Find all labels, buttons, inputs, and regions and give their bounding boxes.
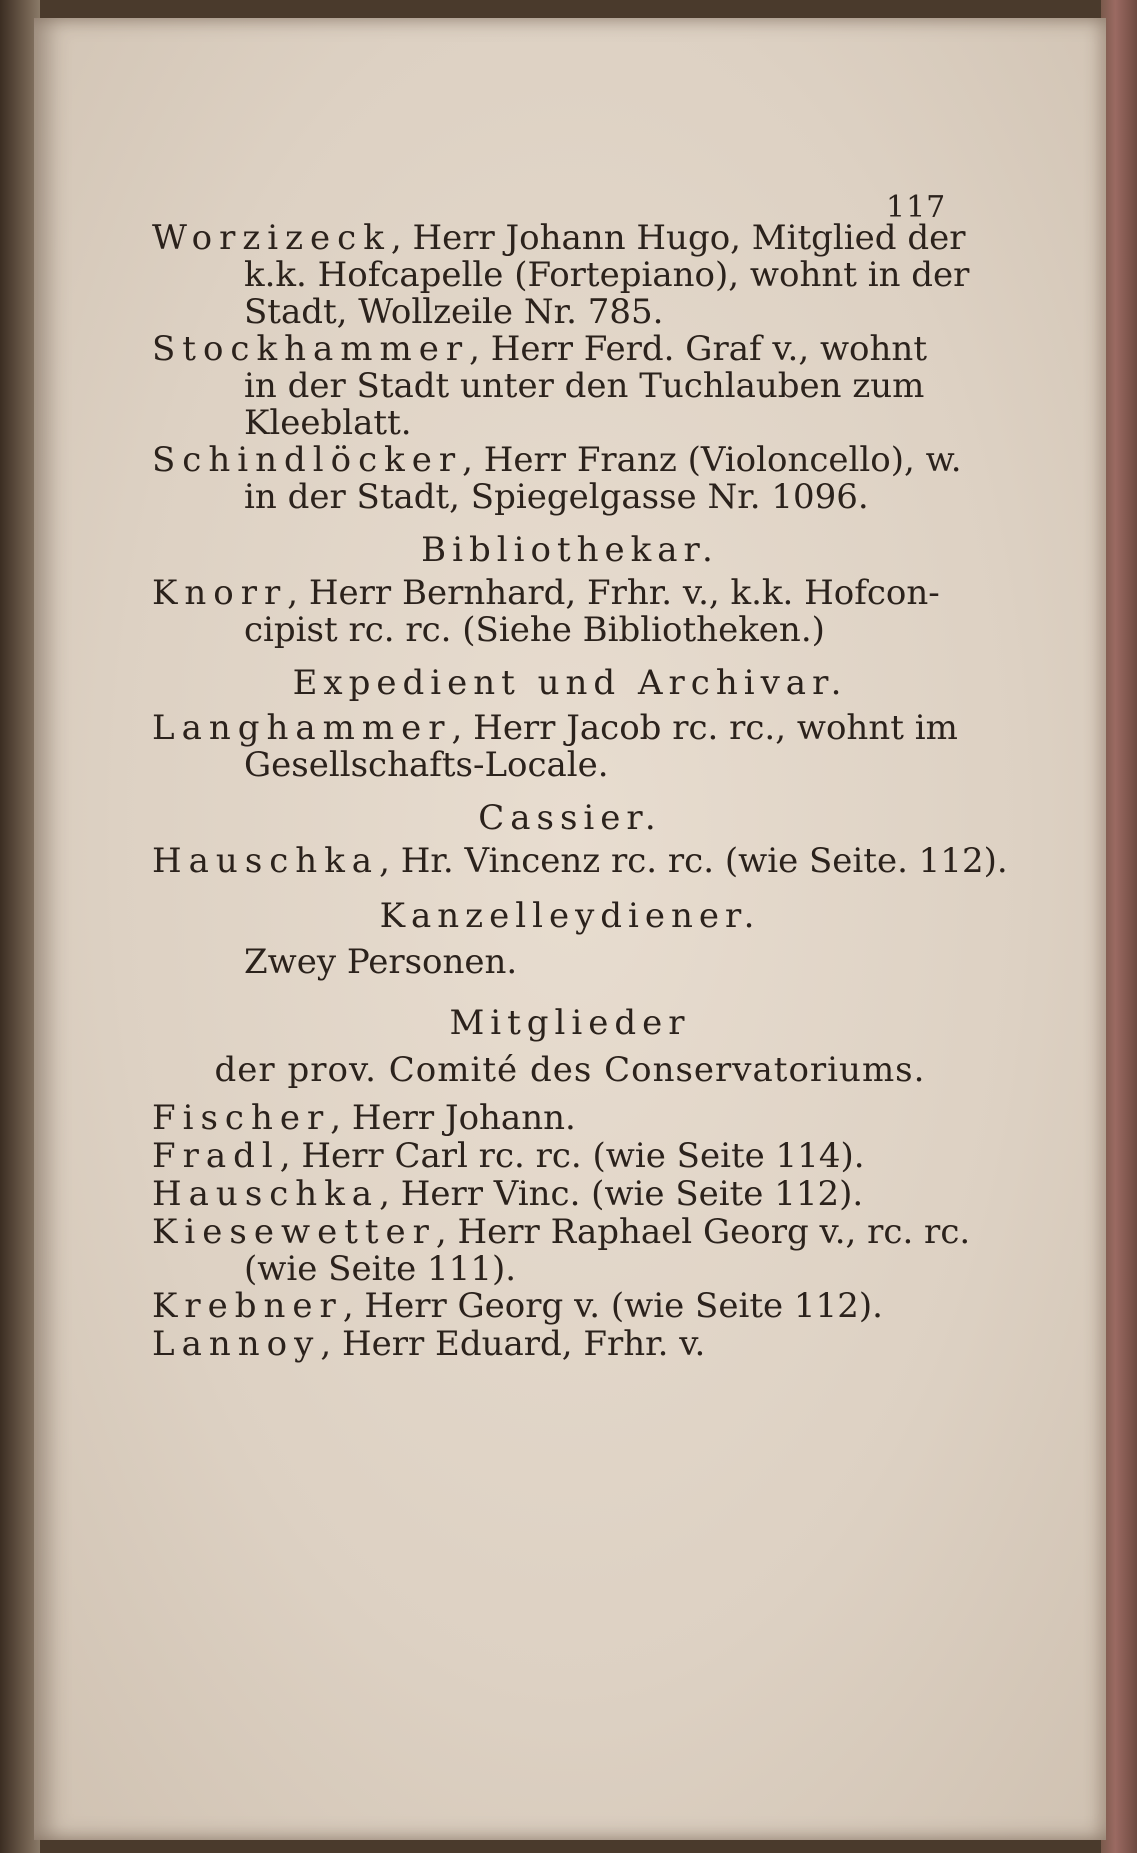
heading-expedient: Expedient und Archivar. (292, 663, 848, 703)
entry-knorr (152, 573, 940, 613)
entry-name: Knorr (152, 573, 288, 613)
entry-text: , Herr Bernhard, Frhr. v., k.k. Hofcon- (287, 573, 940, 613)
member-text: , Herr Johann. (330, 1098, 576, 1138)
member-name: Krebner (152, 1286, 343, 1326)
entry-hauschka (152, 841, 1008, 881)
entry-name: Worzizeck (152, 218, 391, 258)
member-text: , Herr Georg v. (wie Seite 112). (342, 1286, 883, 1326)
member-name: Kiesewetter (152, 1212, 436, 1252)
entry-name: Schindlöcker (152, 440, 463, 480)
member-hauschka (152, 1174, 863, 1214)
entry-line: Kleeblatt. (244, 403, 412, 443)
heading-kanzelleydiener: Kanzelleydiener. (379, 896, 761, 936)
entry-name: Stockhammer (152, 329, 470, 369)
heading-cassier: Cassier. (478, 798, 662, 838)
member-name: Hauschka (152, 1174, 380, 1214)
entry-name: Langhammer (152, 708, 452, 748)
member-name: Fischer (152, 1098, 331, 1138)
entry-text: , Herr Franz (Violoncello), w. (462, 440, 962, 480)
member-text: , Herr Carl rc. rc. (wie Seite 114). (279, 1136, 865, 1176)
entry-stockhammer (152, 329, 927, 369)
entry-worzizeck (152, 218, 966, 258)
entry-line: Stadt, Wollzeile Nr. 785. (244, 292, 664, 332)
entry-text: , Hr. Vincenz rc. rc. (wie Seite. 112). (379, 841, 1008, 881)
entry-line: k.k. Hofcapelle (Fortepiano), wohnt in der (244, 255, 970, 295)
member-krebner (152, 1286, 883, 1326)
member-text: , Herr Eduard, Frhr. v. (320, 1324, 706, 1364)
subheading-comite: der prov. Comité des Conservatoriums. (214, 1050, 926, 1090)
page-number: 117 (886, 190, 947, 225)
member-line: (wie Seite 111). (244, 1249, 517, 1289)
entry-text: , Herr Jacob rc. rc., wohnt im (451, 708, 958, 748)
book-page (34, 18, 1106, 1840)
page-text (34, 18, 1106, 1840)
entry-name: Hauschka (152, 841, 380, 881)
member-name: Fradl (152, 1136, 280, 1176)
member-kiesewetter (152, 1212, 970, 1252)
entry-schindlocker (152, 440, 962, 480)
entry-langhammer (152, 708, 958, 748)
entry-line: in der Stadt unter den Tuchlauben zum (244, 366, 925, 406)
entry-line: cipist rc. rc. (Siehe Bibliotheken.) (244, 610, 825, 650)
member-fradl (152, 1136, 865, 1176)
entry-line: in der Stadt, Spiegelgasse Nr. 1096. (244, 477, 869, 517)
entry-text: , Herr Ferd. Graf v., wohnt (469, 329, 927, 369)
entry-text: , Herr Johann Hugo, Mitglied der (390, 218, 966, 258)
entry-line: Gesellschafts-Locale. (244, 745, 609, 785)
member-text: , Herr Vinc. (wie Seite 112). (379, 1174, 864, 1214)
member-lannoy (152, 1324, 705, 1364)
heading-bibliothekar: Bibliothekar. (421, 530, 719, 570)
heading-mitglieder: Mitglieder (449, 1003, 691, 1043)
member-fischer (152, 1098, 576, 1138)
member-text: , Herr Raphael Georg v., rc. rc. (435, 1212, 971, 1252)
book-cover-edge (1101, 0, 1137, 1853)
member-name: Lannoy (152, 1324, 321, 1364)
entry-line: Zwey Personen. (244, 942, 518, 982)
